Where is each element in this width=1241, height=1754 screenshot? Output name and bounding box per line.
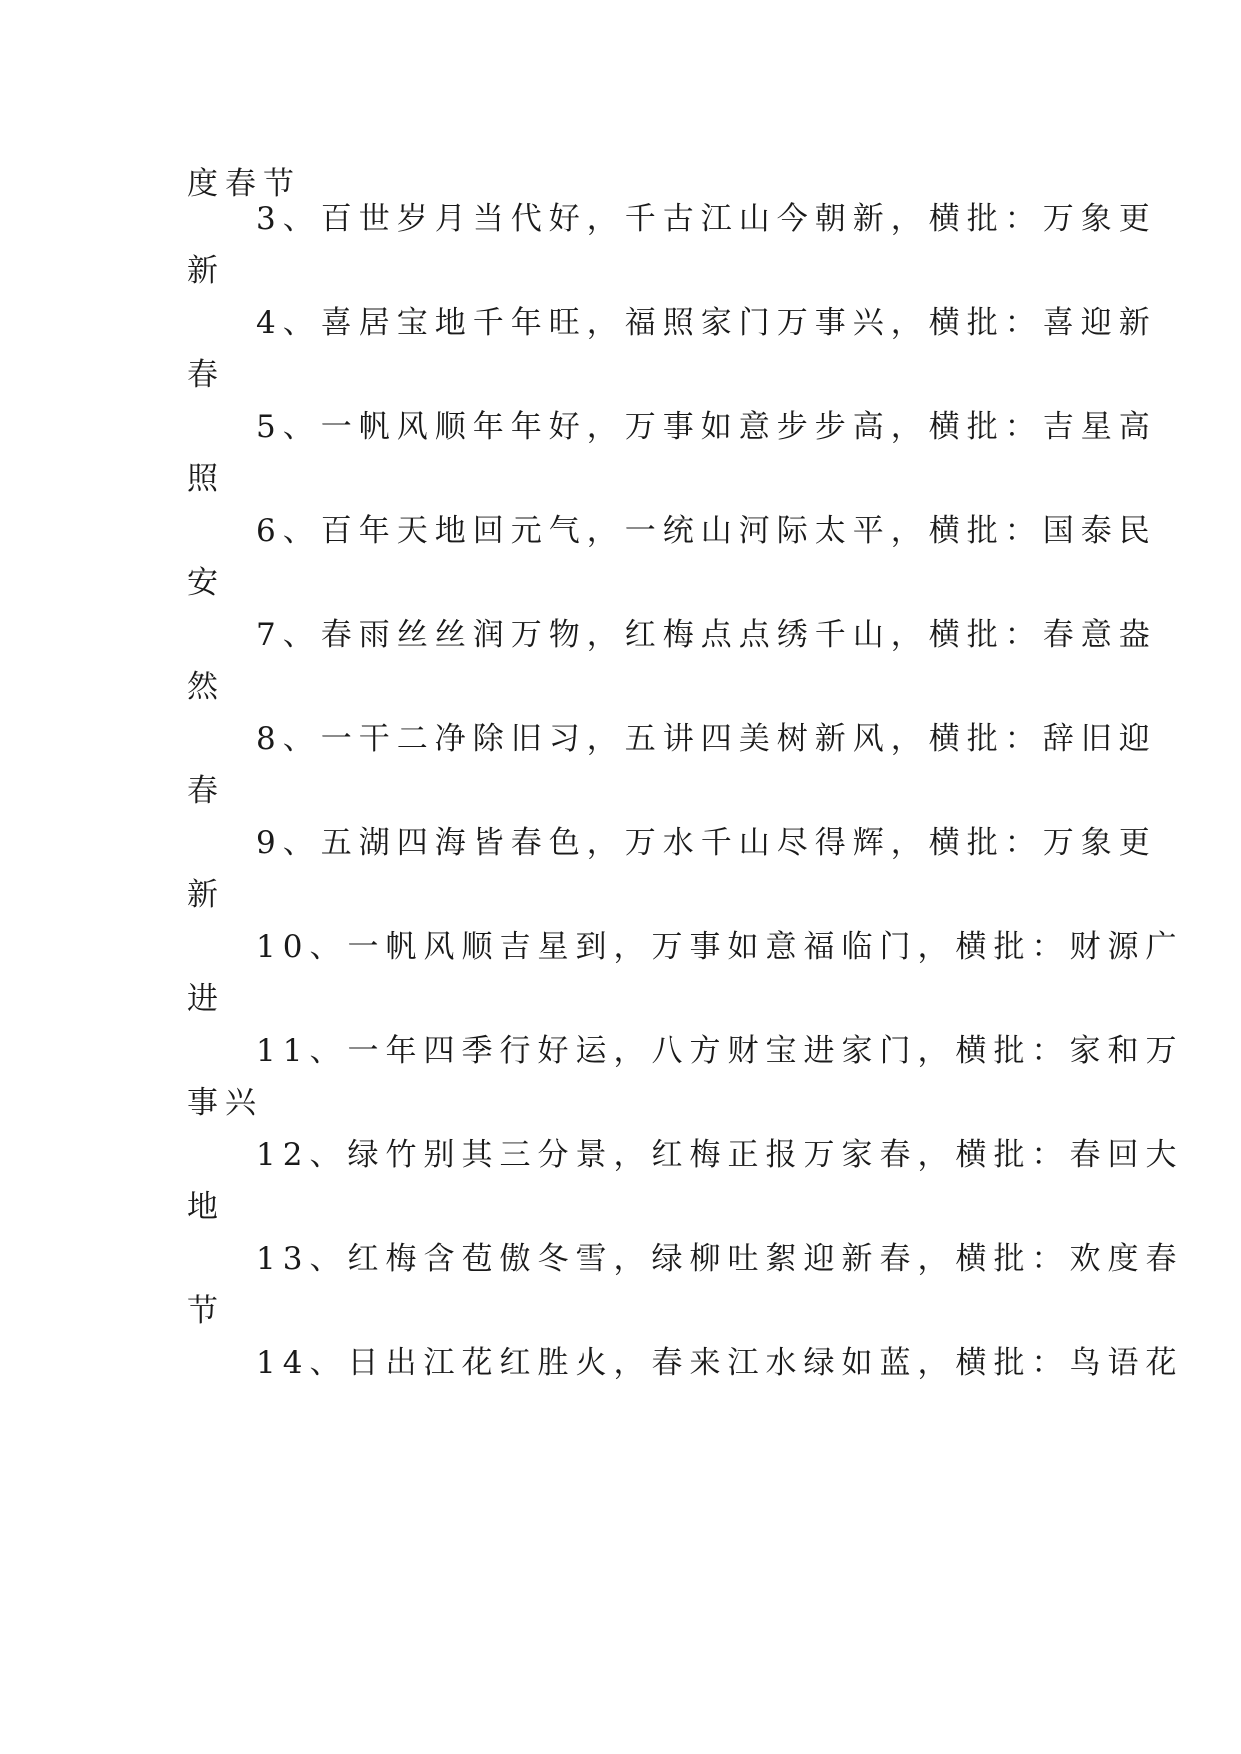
text-line-continuation: 进 [187,981,225,1017]
text-line-continuation: 新 [187,877,225,913]
couplet-item-12: 12、绿竹别其三分景，红梅正报万家春，横批：春回大 [256,1137,1184,1173]
couplet-item-14: 14、日出江花红胜火，春来江水绿如蓝，横批：鸟语花 [256,1345,1184,1381]
couplet-item-9: 9、五湖四海皆春色，万水千山尽得辉，横批：万象更 [256,825,1157,861]
text-line-continuation: 节 [187,1293,225,1329]
text-line-continuation: 春 [187,357,225,393]
couplet-item-6: 6、百年天地回元气，一统山河际太平，横批：国泰民 [256,513,1157,549]
couplet-item-4: 4、喜居宝地千年旺，福照家门万事兴，横批：喜迎新 [256,305,1157,341]
text-line-continuation: 地 [187,1189,225,1225]
couplet-item-7: 7、春雨丝丝润万物，红梅点点绣千山，横批：春意盎 [256,617,1157,653]
couplet-item-5: 5、一帆风顺年年好，万事如意步步高，横批：吉星高 [256,409,1157,445]
text-line-continuation: 春 [187,773,225,809]
couplet-item-13: 13、红梅含苞傲冬雪，绿柳吐絮迎新春，横批：欢度春 [256,1241,1184,1277]
text-line-continuation: 照 [187,461,225,497]
text-line-continuation: 事兴 [187,1085,263,1121]
couplet-item-10: 10、一帆风顺吉星到，万事如意福临门，横批：财源广 [256,929,1184,965]
couplet-item-8: 8、一干二净除旧习，五讲四美树新风，横批：辞旧迎 [256,721,1157,757]
couplet-item-3: 3、百世岁月当代好，千古江山今朝新，横批：万象更 [256,201,1157,237]
couplet-item-11: 11、一年四季行好运，八方财宝进家门，横批：家和万 [256,1033,1184,1069]
text-line-continuation: 新 [187,253,225,289]
text-line-continuation: 然 [187,669,225,705]
text-line-continuation: 度春节 [187,166,301,202]
text-line-continuation: 安 [187,565,225,601]
